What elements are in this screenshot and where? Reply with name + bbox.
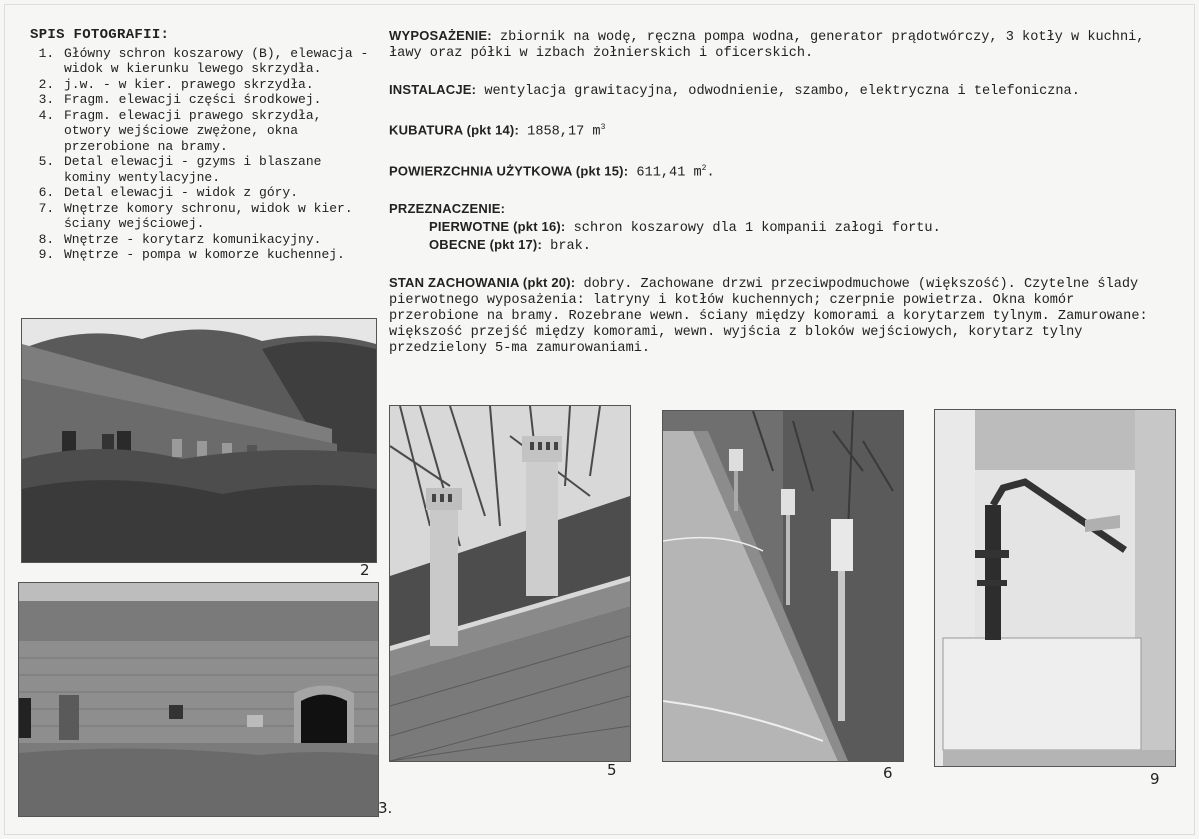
installations-label: INSTALACJE: <box>389 82 477 97</box>
photo-6-number: 6 <box>883 764 893 782</box>
area-section <box>389 161 1159 182</box>
list-item: 2. j.w. - w kier. prawego skrzydła. <box>62 77 375 93</box>
photo-list-title: SPIS FOTOGRAFII: <box>30 27 170 43</box>
photo-list-items <box>30 46 375 263</box>
current-purpose-text: brak. <box>550 239 591 255</box>
list-item: 8. Wnętrze - korytarz komunikacyjny. <box>62 232 375 248</box>
current-purpose-label: OBECNE (pkt 17): <box>429 237 542 253</box>
photo-5-ventilation-chimneys <box>389 405 631 762</box>
photo-3-number: 3. <box>378 799 393 817</box>
photo-2-number: 2 <box>360 561 370 579</box>
list-item: 3. Fragm. elewacji części środkowej. <box>62 92 375 108</box>
list-item: 1. Główny schron koszarowy (B), elewacja - widok w kierunku lewego skrzydła. <box>62 46 375 77</box>
volume-value: 1858,17 m <box>527 124 601 140</box>
condition-section <box>389 275 1159 357</box>
list-item: 4. Fragm. elewacji prawego skrzydła, otwory wejściowe zwężone, okna przerobione na bramy. <box>62 108 375 155</box>
list-item: 9. Wnętrze - pompa w komorze kuchennej. <box>62 247 375 263</box>
original-purpose-text: schron koszarowy dla 1 kompanii załogi fortu. <box>573 221 941 237</box>
purpose-section <box>389 201 1159 255</box>
area-unit-sup: 2 <box>701 163 707 173</box>
list-item: 6. Detal elewacji - widok z góry. <box>62 185 375 201</box>
equipment-section <box>389 28 1159 62</box>
photo-5-number: 5 <box>607 761 617 779</box>
volume-unit-sup: 3 <box>600 123 606 132</box>
photo-9-kitchen-pump <box>934 409 1176 767</box>
purpose-label: PRZEZNACZENIE: <box>389 201 506 217</box>
equipment-text: zbiornik na wodę, ręczna pompa wodna, generator prądotwórczy, 3 kotły w kuchni, ławy oraz półki w izbach żołnierskich i oficerskich. <box>389 30 1145 61</box>
area-label: POWIERZCHNIA UŻYTKOWA (pkt 15): <box>389 163 629 179</box>
condition-label: STAN ZACHOWANIA (pkt 20): <box>389 275 576 291</box>
original-purpose-label: PIERWOTNE (pkt 16): <box>429 219 566 235</box>
photo-3-facade-middle <box>18 582 379 817</box>
equipment-label: WYPOSAŻENIE: <box>389 28 492 43</box>
installations-section <box>389 82 1159 100</box>
description <box>389 28 1159 357</box>
photo-2-barracks-facade <box>21 318 377 563</box>
volume-label: KUBATURA (pkt 14): <box>389 122 519 138</box>
list-item: 7. Wnętrze komory schronu, widok w kier. ściany wejściowej. <box>62 201 375 232</box>
photo-6-elevation-top-view <box>662 410 904 762</box>
condition-text: dobry. Zachowane drzwi przeciwpodmuchowe (większość). Czytelne ślady pierwotnego wyposażenia: latryny i kotłów kuchennych; czerpnie powietrza. Okna komór przerobione na bramy. Rozebrane wewn. ściany między komorami a korytarzem tylnym. Zamurowane: większość przejść między komorami, wewn. wyjścia z bloków wejściowych, korytarz tylny przedzielony 5-ma zamurowaniami. <box>389 277 1148 357</box>
area-value: 611,41 m <box>636 165 702 181</box>
area-suffix: . <box>706 165 715 181</box>
photo-list <box>30 28 375 263</box>
volume-section <box>389 120 1159 141</box>
list-item: 5. Detal elewacji - gzyms i blaszane kominy wentylacyjne. <box>62 154 375 185</box>
photo-9-number: 9 <box>1150 770 1160 788</box>
installations-text: wentylacja grawitacyjna, odwodnienie, szambo, elektryczna i telefoniczna. <box>484 84 1080 99</box>
